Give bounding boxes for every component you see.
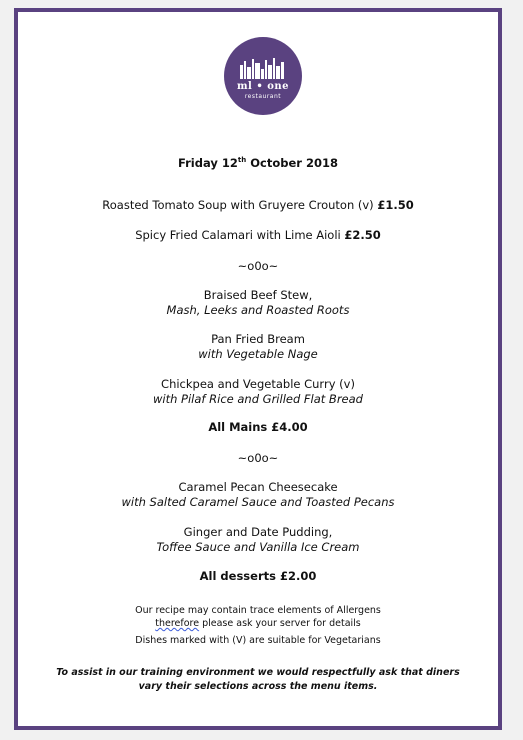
main-name: Chickpea and Vegetable Curry (v) <box>161 377 355 391</box>
training-note-2: vary their selections across the menu items. <box>138 681 378 692</box>
dessert-name: Caramel Pecan Cheesecake <box>178 480 338 494</box>
desserts-price: All desserts £2.00 <box>199 569 317 583</box>
restaurant-logo <box>224 37 302 115</box>
dessert-name: Ginger and Date Pudding, <box>183 525 333 539</box>
mains-price: All Mains £4.00 <box>208 420 308 434</box>
main-desc: with Pilaf Rice and Grilled Flat Bread <box>153 392 363 406</box>
dessert-desc: Toffee Sauce and Vanilla Ice Cream <box>156 540 360 554</box>
starter-item: Roasted Tomato Soup with Gruyere Crouton (v) £1.50 <box>102 198 414 212</box>
menu-date: Friday 12th October 2018 <box>178 156 338 170</box>
main-desc: with Vegetable Nage <box>198 347 318 361</box>
logo-subtitle: restaurant <box>244 93 282 100</box>
main-name: Braised Beef Stew, <box>203 288 313 302</box>
starter-item: Spicy Fried Calamari with Lime Aioli £2.50 <box>135 228 381 242</box>
spellcheck-word: therefore <box>155 618 200 629</box>
starter-price: £2.50 <box>344 228 381 242</box>
skyline-icon <box>238 57 288 79</box>
allergen-note-2: therefore please ask your server for details <box>155 618 361 629</box>
vegetarian-note: Dishes marked with (V) are suitable for Vegetarians <box>135 635 381 646</box>
divider: ~o0o~ <box>237 451 279 465</box>
starter-price: £1.50 <box>377 198 414 212</box>
menu-page <box>14 8 502 730</box>
dessert-desc: with Salted Caramel Sauce and Toasted Pecans <box>121 495 395 509</box>
main-name: Pan Fried Bream <box>211 332 305 346</box>
divider: ~o0o~ <box>237 259 279 273</box>
main-desc: Mash, Leeks and Roasted Roots <box>166 303 350 317</box>
training-note: To assist in our training environment we would respectfully ask that diners <box>56 667 460 678</box>
logo-name: ml • one <box>236 81 290 92</box>
allergen-note: Our recipe may contain trace elements of Allergens <box>135 605 381 616</box>
